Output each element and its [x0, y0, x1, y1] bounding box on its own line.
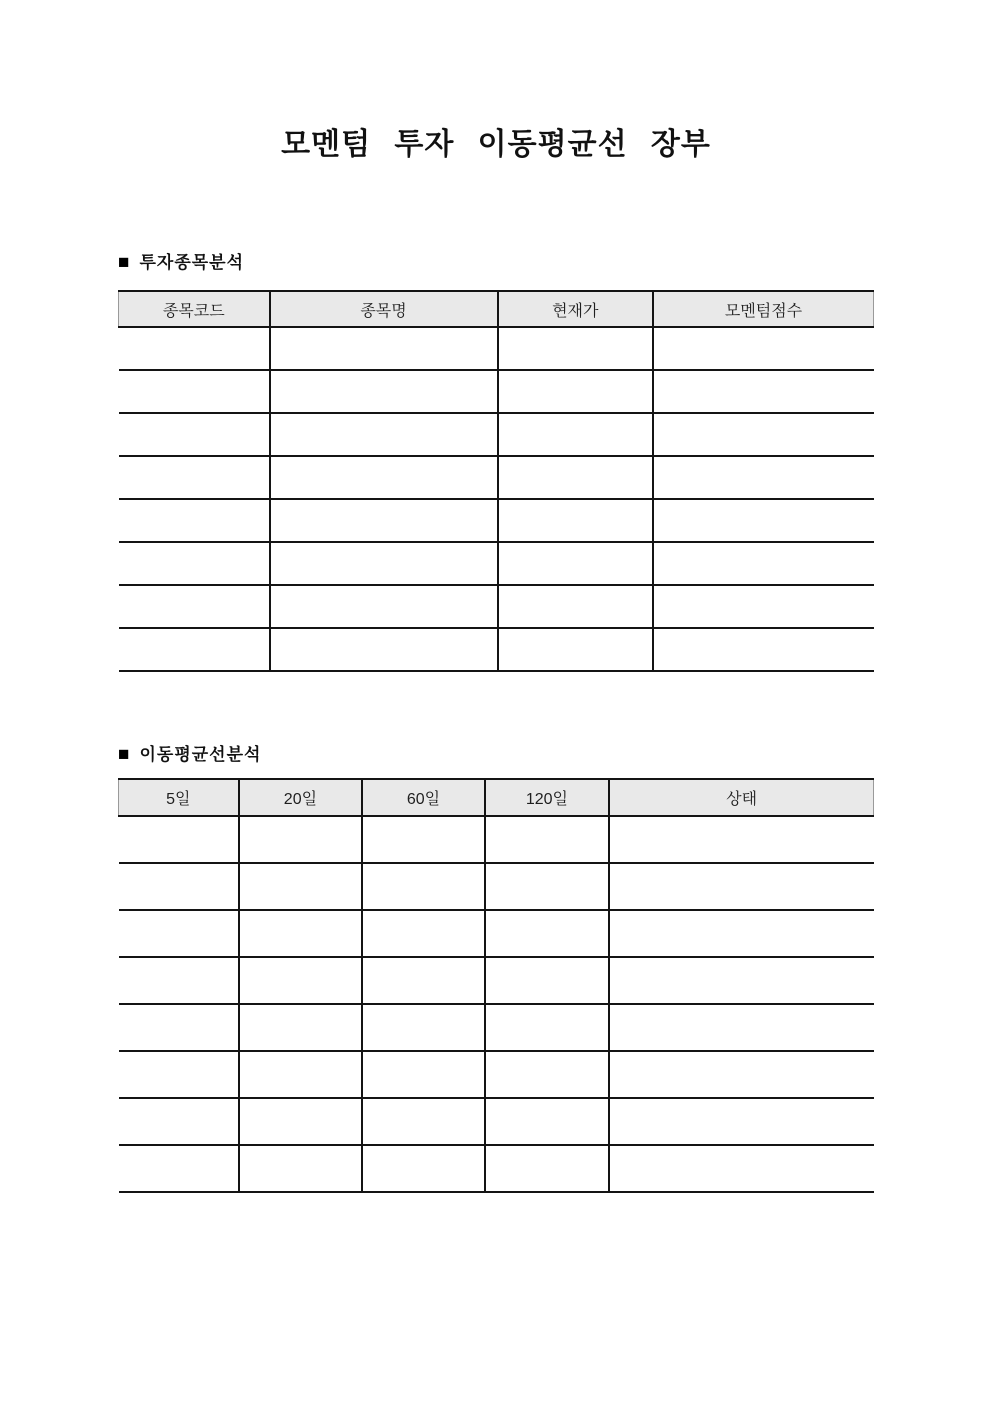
empty-cell — [119, 1051, 239, 1098]
empty-cell — [362, 1004, 484, 1051]
table-row — [119, 585, 874, 628]
empty-cell — [119, 1145, 239, 1192]
table-header-row — [119, 779, 874, 816]
empty-cell — [239, 1004, 363, 1051]
empty-cell — [362, 863, 484, 910]
table-row — [119, 957, 874, 1004]
empty-cell — [485, 910, 610, 957]
section-heading-label: 이동평균선분석 — [139, 745, 262, 764]
document-title: 모멘텀 투자 이동평균선 장부 — [281, 128, 711, 161]
empty-cell — [485, 1145, 610, 1192]
empty-cell — [362, 957, 484, 1004]
empty-cell — [653, 585, 873, 628]
empty-cell — [485, 863, 610, 910]
table-row — [119, 863, 874, 910]
empty-cell — [239, 816, 363, 863]
moving-average-table — [118, 778, 874, 1193]
empty-cell — [119, 816, 239, 863]
empty-cell — [609, 957, 873, 1004]
empty-cell — [362, 910, 484, 957]
empty-cell — [119, 910, 239, 957]
column-header: 현재가 — [498, 291, 654, 327]
empty-cell — [653, 628, 873, 671]
table-row — [119, 542, 874, 585]
section-heading-moving-average — [118, 744, 874, 765]
empty-cell — [498, 542, 654, 585]
empty-cell — [270, 628, 498, 671]
empty-cell — [653, 370, 873, 413]
empty-cell — [609, 1145, 873, 1192]
empty-cell — [119, 499, 270, 542]
empty-cell — [498, 370, 654, 413]
empty-cell — [609, 816, 873, 863]
empty-cell — [609, 863, 873, 910]
empty-cell — [119, 957, 239, 1004]
empty-cell — [119, 1098, 239, 1145]
table-row — [119, 1051, 874, 1098]
empty-cell — [270, 585, 498, 628]
empty-cell — [609, 1051, 873, 1098]
table-row — [119, 1004, 874, 1051]
empty-cell — [485, 816, 610, 863]
table-header-row — [119, 291, 874, 327]
table-row — [119, 1145, 874, 1192]
column-header: 상태 — [609, 779, 873, 816]
square-bullet-icon: ■ — [118, 252, 131, 273]
empty-cell — [270, 456, 498, 499]
empty-cell — [653, 499, 873, 542]
table-row — [119, 628, 874, 671]
empty-cell — [119, 585, 270, 628]
empty-cell — [485, 1004, 610, 1051]
empty-cell — [119, 542, 270, 585]
column-header: 20일 — [239, 779, 363, 816]
empty-cell — [239, 957, 363, 1004]
empty-cell — [498, 413, 654, 456]
empty-cell — [270, 413, 498, 456]
empty-cell — [270, 327, 498, 370]
empty-cell — [362, 1098, 484, 1145]
empty-cell — [119, 327, 270, 370]
empty-cell — [362, 1051, 484, 1098]
empty-cell — [119, 1004, 239, 1051]
empty-cell — [362, 816, 484, 863]
empty-cell — [653, 413, 873, 456]
empty-cell — [485, 1098, 610, 1145]
column-header: 종목코드 — [119, 291, 270, 327]
empty-cell — [119, 628, 270, 671]
empty-cell — [270, 542, 498, 585]
column-header: 60일 — [362, 779, 484, 816]
empty-cell — [653, 327, 873, 370]
stock-analysis-table — [118, 290, 874, 672]
empty-cell — [239, 863, 363, 910]
empty-cell — [362, 1145, 484, 1192]
section-stock-analysis — [118, 252, 874, 672]
empty-cell — [609, 1004, 873, 1051]
empty-cell — [119, 863, 239, 910]
table-row — [119, 456, 874, 499]
column-header: 모멘텀점수 — [653, 291, 873, 327]
table-row — [119, 370, 874, 413]
table-row — [119, 499, 874, 542]
empty-cell — [498, 628, 654, 671]
empty-cell — [498, 499, 654, 542]
empty-cell — [485, 957, 610, 1004]
empty-cell — [270, 370, 498, 413]
square-bullet-icon: ■ — [118, 744, 131, 765]
empty-cell — [653, 456, 873, 499]
empty-cell — [270, 499, 498, 542]
empty-cell — [498, 585, 654, 628]
empty-cell — [609, 910, 873, 957]
empty-cell — [653, 542, 873, 585]
table-row — [119, 910, 874, 957]
empty-cell — [498, 327, 654, 370]
column-header: 5일 — [119, 779, 239, 816]
empty-cell — [498, 456, 654, 499]
section-moving-average-analysis — [118, 744, 874, 1193]
empty-cell — [119, 456, 270, 499]
table-row — [119, 413, 874, 456]
empty-cell — [239, 910, 363, 957]
column-header: 120일 — [485, 779, 610, 816]
empty-cell — [485, 1051, 610, 1098]
empty-cell — [609, 1098, 873, 1145]
empty-cell — [119, 370, 270, 413]
section-heading-stock-analysis — [118, 252, 874, 273]
empty-cell — [239, 1098, 363, 1145]
table-row — [119, 327, 874, 370]
table-row — [119, 816, 874, 863]
table-row — [119, 1098, 874, 1145]
empty-cell — [119, 413, 270, 456]
section-heading-label: 투자종목분석 — [139, 253, 245, 272]
empty-cell — [239, 1145, 363, 1192]
empty-cell — [239, 1051, 363, 1098]
column-header: 종목명 — [270, 291, 498, 327]
